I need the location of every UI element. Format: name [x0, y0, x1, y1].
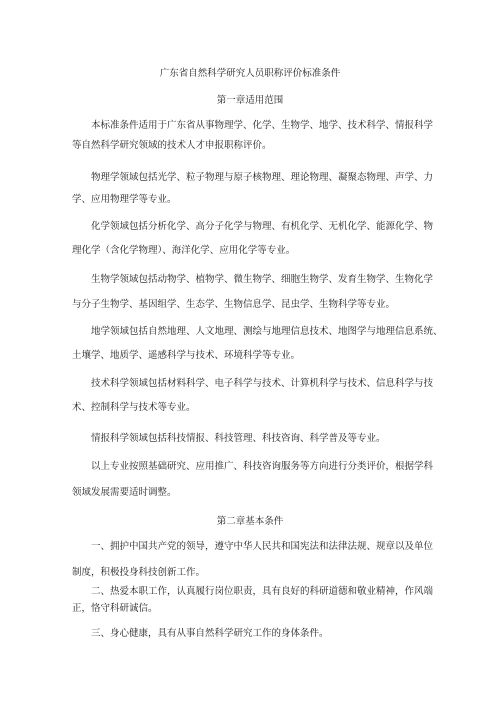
- paragraph-line: 一、拥护中国共产党的领导，遵守中华人民共和国宪法和法律法规、规章以及单位: [91, 541, 434, 552]
- paragraph-line: 领域发展需要适时调整。: [72, 487, 177, 498]
- paragraph-line: 情报科学领域包括科技情报、科技管理、科技咨询、科学普及等专业。: [91, 433, 386, 444]
- paragraph-line: 地学领域包括自然地理、人文地理、测绘与地理信息技术、地图学与地理信息系统、: [91, 326, 443, 337]
- paragraph-line: 生物学领域包括动物学、植物学、微生物学、细胞生物学、发育生物学、生物化学: [91, 274, 434, 285]
- paragraph-line: 术、控制科学与技术等专业。: [72, 402, 196, 413]
- paragraph-line: 技术科学领域包括材料科学、电子科学与技术、计算机科学与技术、信息科学与技: [91, 378, 434, 389]
- paragraph-line: 与分子生物学、基因组学、生态学、生物信息学、昆虫学、生物科学等专业。: [72, 299, 396, 310]
- paragraph-line: 正，恪守科研诚信。: [72, 603, 158, 614]
- chapter-1-heading: 第一章适用范围: [216, 95, 284, 106]
- paragraph-line: 三、身心健康，具有从事自然科学研究工作的身体条件。: [91, 628, 329, 639]
- paragraph-line: 本标准条件适用于广东省从事物理学、化学、生物学、地学、技术科学、情报科学: [91, 120, 434, 131]
- paragraph-line: 土壤学、地质学、遥感科学与技术、环境科学等专业。: [72, 350, 301, 361]
- paragraph-line: 等自然科学研究领域的技术人才申报职称评价。: [72, 140, 272, 151]
- paragraph-line: 制度，积极投身科技创新工作。: [72, 567, 206, 578]
- paragraph-line: 以上专业按照基础研究、应用推广、科技咨询服务等方向进行分类评价，根据学科: [91, 461, 434, 472]
- paragraph-line: 二、热爱本职工作，认真履行岗位职责，具有良好的科研道德和敬业精神，作风端: [91, 586, 434, 597]
- paragraph-line: 学、应用物理学等专业。: [72, 194, 177, 205]
- chapter-2-heading: 第二章基本条件: [216, 516, 284, 527]
- paragraph-line: 化学领域包括分析化学、高分子化学与物理、有机化学、无机化学、能源化学、物: [91, 221, 434, 232]
- paragraph-line: 理化学（含化学物理）、海洋化学、应用化学等专业。: [72, 245, 296, 256]
- paragraph-line: 物理学领域包括光学、粒子物理与原子核物理、理论物理、凝聚态物理、声学、力: [91, 172, 434, 183]
- document-title: 广东省自然科学研究人员职称评价标准条件: [159, 68, 341, 79]
